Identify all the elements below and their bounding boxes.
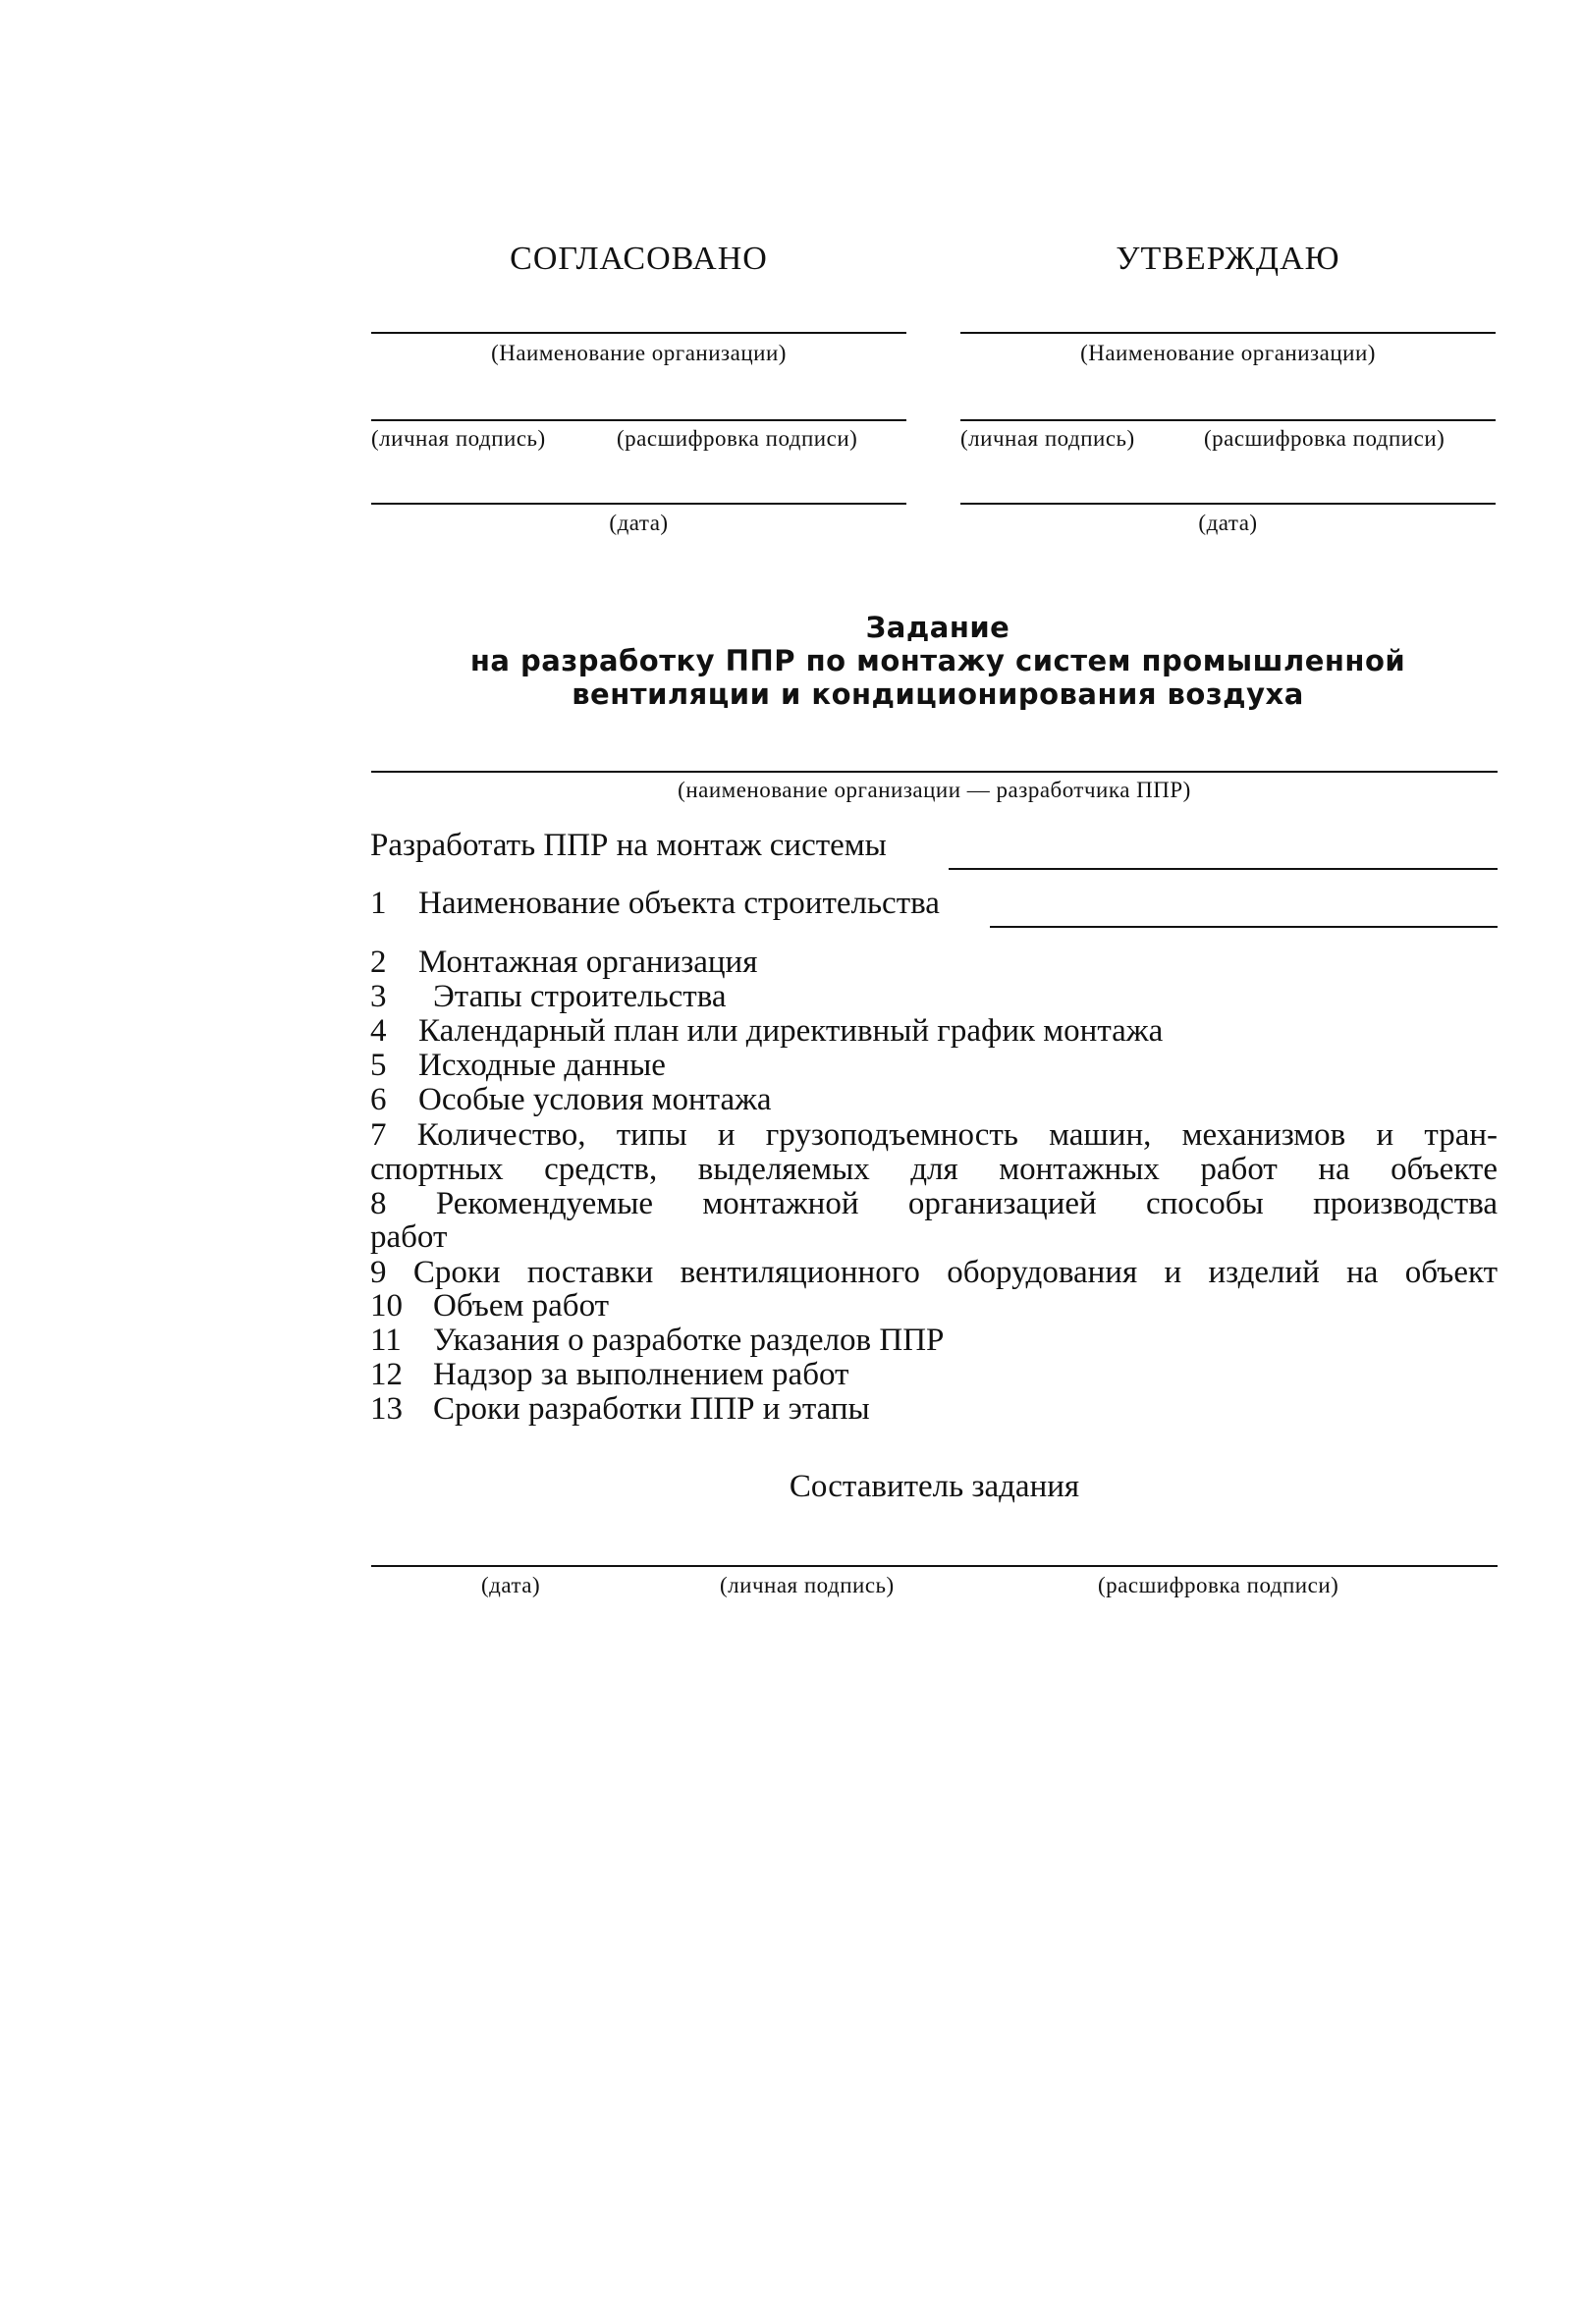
item-text: Этапы строительства bbox=[433, 979, 727, 1014]
compiler-signature-caption: (личная подпись) bbox=[720, 1573, 895, 1597]
item-number: 6 bbox=[370, 1082, 387, 1117]
approved-org-caption: (Наименование организации) bbox=[1080, 341, 1376, 365]
item-number: 10 bbox=[370, 1288, 403, 1324]
approved-signature-line[interactable] bbox=[960, 419, 1496, 421]
list-item bbox=[370, 1014, 1163, 1049]
item-number: 11 bbox=[370, 1323, 402, 1358]
approved-decoding-caption: (расшифровка подписи) bbox=[1204, 426, 1446, 451]
agreed-date-caption: (дата) bbox=[609, 511, 669, 535]
item-text-line1: Количество, типы и грузоподъемность машин, механизмов и тран- bbox=[416, 1117, 1498, 1153]
agreed-decoding-caption: (расшифровка подписи) bbox=[617, 426, 858, 451]
compiler-decoding-caption: (расшифровка подписи) bbox=[1098, 1573, 1339, 1597]
item-text: Особые условия монтажа bbox=[418, 1082, 772, 1117]
document-title: Задание bbox=[865, 611, 1010, 644]
approved-date-caption: (дата) bbox=[1198, 511, 1258, 535]
item-text: Наименование объекта строительства bbox=[418, 886, 940, 921]
item-text-line2: спортных средств, выделяемых для монтажных работ на объекте bbox=[370, 1152, 1498, 1187]
item-text: Указания о разработке разделов ППР bbox=[433, 1323, 945, 1358]
item-number: 13 bbox=[370, 1391, 403, 1427]
developer-org-line[interactable] bbox=[371, 771, 1498, 773]
item-text: Надзор за выполнением работ bbox=[433, 1357, 849, 1392]
item-number: 7 bbox=[370, 1117, 387, 1153]
system-name-line[interactable] bbox=[949, 868, 1498, 870]
list-item bbox=[370, 1289, 609, 1324]
list-item-8-line2 bbox=[370, 1220, 447, 1255]
document-subtitle-line1: на разработку ППР по монтажу систем промышленной bbox=[469, 644, 1406, 677]
item-number: 1 bbox=[370, 886, 387, 921]
list-item bbox=[370, 1324, 944, 1358]
item-number: 3 bbox=[370, 979, 387, 1014]
list-item-8-line1 bbox=[370, 1186, 1498, 1222]
compiler-date-caption: (дата) bbox=[481, 1573, 541, 1597]
agreed-org-line[interactable] bbox=[371, 332, 906, 334]
list-item-7-line1 bbox=[370, 1117, 1498, 1154]
list-item bbox=[370, 946, 757, 980]
approved-signature-caption: (личная подпись) bbox=[960, 426, 1135, 451]
compiler-signature-line[interactable] bbox=[371, 1565, 1498, 1567]
list-item bbox=[370, 1083, 772, 1117]
document-subtitle-line2: вентиляции и кондиционирования воздуха bbox=[572, 677, 1304, 711]
item-number: 12 bbox=[370, 1357, 403, 1392]
agreed-org-caption: (Наименование организации) bbox=[491, 341, 787, 365]
item-number: 8 bbox=[370, 1186, 387, 1221]
item-text: Монтажная организация bbox=[418, 945, 758, 980]
item-text: Сроки разработки ППР и этапы bbox=[433, 1391, 870, 1427]
item-number: 4 bbox=[370, 1013, 387, 1049]
list-item bbox=[370, 1392, 870, 1427]
agreed-signature-caption: (личная подпись) bbox=[371, 426, 546, 451]
agreed-signature-line[interactable] bbox=[371, 419, 906, 421]
list-item bbox=[370, 1358, 848, 1392]
approved-heading: УТВЕРЖДАЮ bbox=[1116, 241, 1340, 277]
list-item bbox=[370, 887, 940, 921]
agreed-heading: СОГЛАСОВАНО bbox=[510, 241, 768, 277]
list-item bbox=[370, 1049, 666, 1083]
compiler-label: Составитель задания bbox=[789, 1469, 1080, 1504]
item-text: Сроки поставки вентиляционного оборудования и изделий на объект bbox=[412, 1255, 1498, 1290]
list-item-7-line2 bbox=[370, 1152, 1498, 1188]
approved-date-line[interactable] bbox=[960, 503, 1496, 505]
develop-prompt: Разработать ППР на монтаж системы bbox=[370, 828, 887, 863]
agreed-date-line[interactable] bbox=[371, 503, 906, 505]
item-number: 2 bbox=[370, 945, 387, 980]
item-text: Объем работ bbox=[433, 1288, 610, 1324]
object-name-line[interactable] bbox=[990, 926, 1498, 928]
item-text: Исходные данные bbox=[418, 1048, 666, 1083]
item-number: 9 bbox=[370, 1255, 387, 1290]
item-text: Календарный план или директивный график монтажа bbox=[418, 1013, 1164, 1049]
item-text-line2: работ bbox=[370, 1219, 448, 1255]
list-item bbox=[370, 980, 726, 1014]
developer-org-caption: (наименование организации — разработчика ППР) bbox=[678, 778, 1191, 802]
item-text-line1: Рекомендуемые монтажной организацией способы производства bbox=[435, 1186, 1498, 1221]
approved-org-line[interactable] bbox=[960, 332, 1496, 334]
item-number: 5 bbox=[370, 1048, 387, 1083]
list-item-9 bbox=[370, 1255, 1498, 1291]
